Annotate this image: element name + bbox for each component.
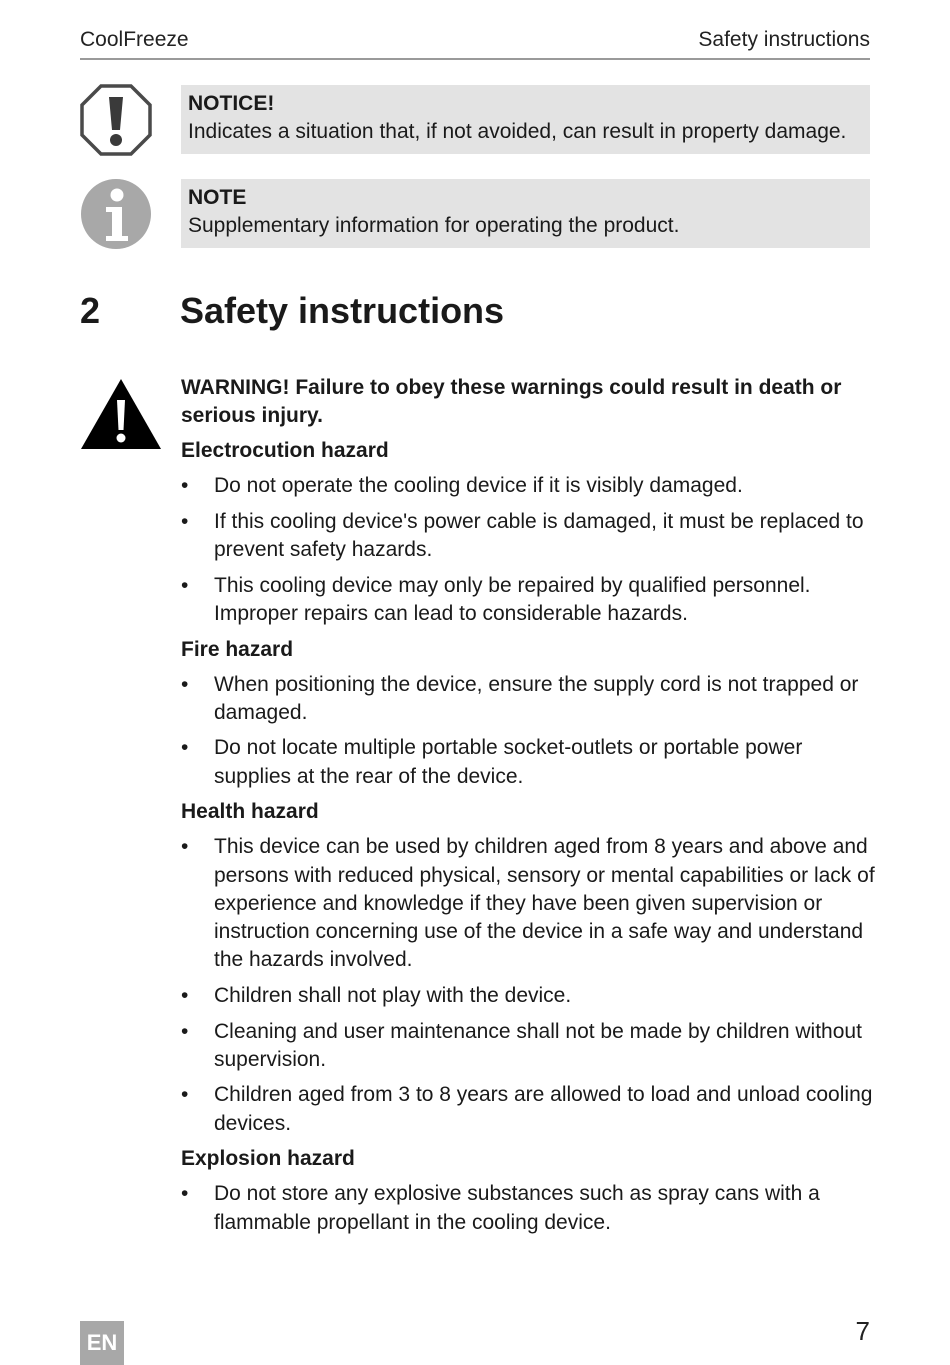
notice-title: NOTICE!	[188, 92, 275, 115]
list-item-text: This device can be used by children aged from 8 years and above and persons with reduced physical, sensory or mental capabilities or lack of experience and knowledge if they have been given supervision or instruction concerning use of the device in a safe way and understand the hazards involved.	[214, 835, 875, 972]
header-divider	[80, 58, 870, 60]
bullet: •	[181, 474, 189, 497]
list-item	[181, 833, 876, 974]
bullet: •	[181, 509, 189, 533]
hazard-list	[181, 472, 876, 628]
warning-statement: WARNING! Failure to obey these warnings could result in death or serious injury.	[181, 376, 842, 427]
bullet: •	[181, 1182, 189, 1206]
section-number: 2	[80, 290, 101, 331]
info-circle-icon	[80, 178, 152, 250]
notice-box	[181, 85, 870, 154]
bullet: •	[181, 1083, 189, 1107]
hazard-list	[181, 671, 876, 791]
list-item-text: When positioning the device, ensure the supply cord is not trapped or damaged.	[214, 672, 859, 724]
notice-text: Indicates a situation that, if not avoided, can result in property damage.	[188, 120, 847, 143]
list-item	[181, 572, 876, 628]
hazard-title: Health hazard	[181, 800, 319, 824]
bullet: •	[181, 672, 189, 696]
list-item-text: Children shall not play with the device.	[214, 983, 572, 1007]
list-item-text: Cleaning and user maintenance shall not be made by children without supervision.	[214, 1019, 862, 1071]
list-item	[181, 982, 876, 1010]
hazard-title: Electrocution hazard	[181, 439, 389, 462]
header-product-name: CoolFreeze	[80, 28, 189, 51]
page-number: 7	[855, 1316, 870, 1346]
hazard-title: Explosion hazard	[181, 1147, 355, 1171]
hazard-list	[181, 1180, 876, 1236]
hazard-section-explosion	[181, 1145, 876, 1236]
bullet: •	[181, 573, 189, 597]
list-item-text: Do not locate multiple portable socket-outlets or portable power supplies at the rear of the device.	[214, 736, 803, 788]
hazard-section-health	[181, 798, 876, 1138]
note-title: NOTE	[188, 186, 247, 209]
list-item	[181, 671, 876, 727]
list-item	[181, 508, 876, 564]
list-item	[181, 734, 876, 790]
bullet: •	[181, 1019, 189, 1043]
bullet: •	[181, 983, 189, 1007]
hazard-section-electrocution	[181, 437, 876, 628]
hazard-title: Fire hazard	[181, 637, 294, 661]
list-item-text: This cooling device may only be repaired by qualified personnel. Improper repairs can lead to considerable hazards.	[214, 573, 811, 625]
section-title: Safety instructions	[180, 290, 505, 331]
language-badge: EN	[80, 1321, 124, 1365]
warning-triangle-icon	[80, 378, 162, 450]
note-text: Supplementary information for operating the product.	[188, 214, 680, 237]
note-box	[181, 179, 870, 248]
hazard-list	[181, 833, 876, 1138]
list-item	[181, 1018, 876, 1074]
safety-content	[181, 374, 876, 1244]
hazard-section-fire	[181, 636, 876, 791]
list-item	[181, 472, 876, 500]
list-item-text: Do not store any explosive substances such as spray cans with a flammable propellant in the cooling device.	[214, 1182, 820, 1234]
list-item	[181, 1180, 876, 1236]
bullet: •	[181, 835, 189, 859]
list-item	[181, 1081, 876, 1137]
header-chapter-title: Safety instructions	[698, 28, 870, 51]
list-item-text: Children aged from 3 to 8 years are allowed to load and unload cooling devices.	[214, 1083, 873, 1135]
notice-exclamation-octagon-icon	[80, 84, 152, 156]
bullet: •	[181, 736, 189, 760]
list-item-text: If this cooling device's power cable is damaged, it must be replaced to prevent safety hazards.	[214, 509, 864, 561]
list-item-text: Do not operate the cooling device if it is visibly damaged.	[214, 474, 743, 497]
